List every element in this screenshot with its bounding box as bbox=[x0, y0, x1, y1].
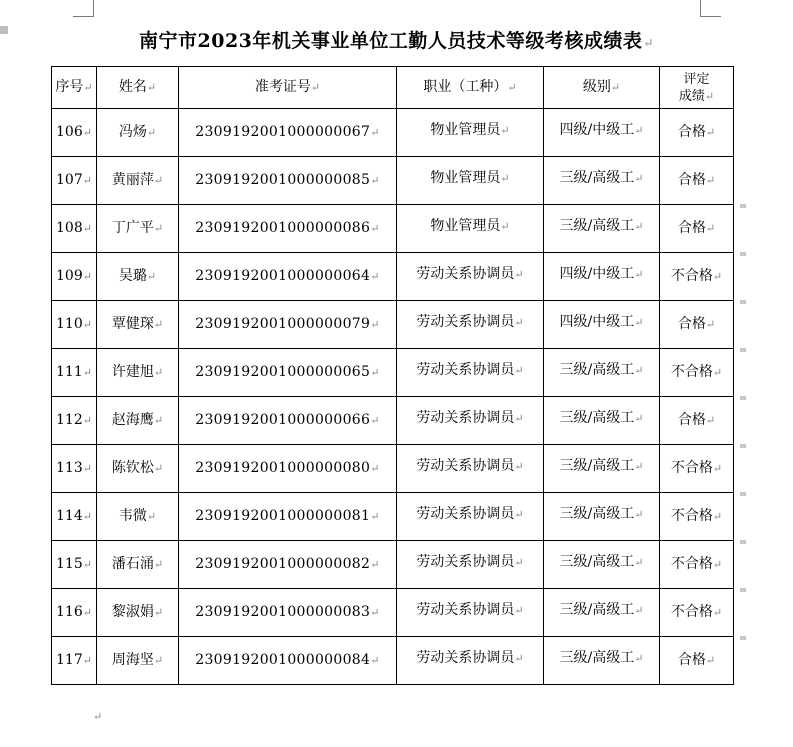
table-row bbox=[52, 301, 734, 349]
cell-name: 潘石涌↵ bbox=[97, 541, 179, 589]
cell-occupation: 劳动关系协调员↵ bbox=[397, 397, 544, 445]
cell-no: 115↵ bbox=[52, 541, 97, 589]
cell-result: 不合格↵ bbox=[660, 493, 734, 541]
cell-occupation: 物业管理员↵ bbox=[397, 205, 544, 253]
cell-exam-id: 2309192001000000083↵ bbox=[179, 589, 397, 637]
cell-exam-id: 2309192001000000067↵ bbox=[179, 109, 397, 157]
header-occupation: 职业（工种）↵ bbox=[397, 67, 544, 109]
cell-no: 106↵ bbox=[52, 109, 97, 157]
header-no: 序号↵ bbox=[52, 67, 97, 109]
cell-name: 丁广平↵ bbox=[97, 205, 179, 253]
table-row bbox=[52, 637, 734, 685]
cell-result: 不合格↵ bbox=[660, 253, 734, 301]
cell-occupation: 物业管理员↵ bbox=[397, 157, 544, 205]
cell-level: 三级/高级工↵ bbox=[544, 349, 660, 397]
cell-result: 不合格↵ bbox=[660, 349, 734, 397]
cell-occupation: 劳动关系协调员↵ bbox=[397, 253, 544, 301]
cell-level: 三级/高级工↵ bbox=[544, 157, 660, 205]
cell-name: 韦微↵ bbox=[97, 493, 179, 541]
cell-level: 四级/中级工↵ bbox=[544, 109, 660, 157]
cell-occupation: 劳动关系协调员↵ bbox=[397, 445, 544, 493]
end-paragraph-mark: ↵ bbox=[93, 710, 103, 723]
cell-no: 107↵ bbox=[52, 157, 97, 205]
row-ruler-ticks bbox=[740, 160, 746, 680]
cell-name: 吴璐↵ bbox=[97, 253, 179, 301]
table-row bbox=[52, 157, 734, 205]
table-row bbox=[52, 253, 734, 301]
cell-no: 108↵ bbox=[52, 205, 97, 253]
cell-no: 110↵ bbox=[52, 301, 97, 349]
cell-occupation: 劳动关系协调员↵ bbox=[397, 301, 544, 349]
cell-name: 周海坚↵ bbox=[97, 637, 179, 685]
cell-name: 黄丽萍↵ bbox=[97, 157, 179, 205]
cell-level: 四级/中级工↵ bbox=[544, 253, 660, 301]
table-row bbox=[52, 589, 734, 637]
table-row bbox=[52, 445, 734, 493]
cell-name: 黎淑娟↵ bbox=[97, 589, 179, 637]
cell-no: 116↵ bbox=[52, 589, 97, 637]
cell-level: 三级/高级工↵ bbox=[544, 397, 660, 445]
cell-name: 赵海鹰↵ bbox=[97, 397, 179, 445]
header-name: 姓名↵ bbox=[97, 67, 179, 109]
cell-occupation: 劳动关系协调员↵ bbox=[397, 349, 544, 397]
paragraph-mark: ↵ bbox=[643, 36, 654, 50]
cell-occupation: 劳动关系协调员↵ bbox=[397, 637, 544, 685]
cell-no: 117↵ bbox=[52, 637, 97, 685]
cell-exam-id: 2309192001000000064↵ bbox=[179, 253, 397, 301]
cell-level: 三级/高级工↵ bbox=[544, 637, 660, 685]
cell-no: 112↵ bbox=[52, 397, 97, 445]
table-row bbox=[52, 109, 734, 157]
cell-exam-id: 2309192001000000084↵ bbox=[179, 637, 397, 685]
crop-mark-top-left bbox=[73, 0, 94, 17]
cell-exam-id: 2309192001000000085↵ bbox=[179, 157, 397, 205]
cell-occupation: 劳动关系协调员↵ bbox=[397, 493, 544, 541]
cell-no: 113↵ bbox=[52, 445, 97, 493]
cell-exam-id: 2309192001000000065↵ bbox=[179, 349, 397, 397]
cell-exam-id: 2309192001000000081↵ bbox=[179, 493, 397, 541]
cell-result: 合格↵ bbox=[660, 109, 734, 157]
cell-occupation: 物业管理员↵ bbox=[397, 109, 544, 157]
cell-level: 三级/高级工↵ bbox=[544, 445, 660, 493]
cell-no: 109↵ bbox=[52, 253, 97, 301]
header-level: 级别↵ bbox=[544, 67, 660, 109]
cell-result: 不合格↵ bbox=[660, 445, 734, 493]
cell-no: 111↵ bbox=[52, 349, 97, 397]
table-row bbox=[52, 349, 734, 397]
cell-result: 合格↵ bbox=[660, 301, 734, 349]
header-result: 评定 成绩↵ bbox=[660, 67, 734, 109]
cell-occupation: 劳动关系协调员↵ bbox=[397, 589, 544, 637]
cell-result: 不合格↵ bbox=[660, 541, 734, 589]
cell-result: 合格↵ bbox=[660, 157, 734, 205]
cell-name: 陈钦松↵ bbox=[97, 445, 179, 493]
cell-exam-id: 2309192001000000079↵ bbox=[179, 301, 397, 349]
cell-exam-id: 2309192001000000082↵ bbox=[179, 541, 397, 589]
cell-level: 三级/高级工↵ bbox=[544, 589, 660, 637]
cell-result: 合格↵ bbox=[660, 637, 734, 685]
table-header-row bbox=[52, 67, 734, 109]
cell-exam-id: 2309192001000000066↵ bbox=[179, 397, 397, 445]
table-row bbox=[52, 493, 734, 541]
cell-no: 114↵ bbox=[52, 493, 97, 541]
table-row bbox=[52, 205, 734, 253]
crop-mark-top-right bbox=[700, 0, 721, 17]
cell-exam-id: 2309192001000000080↵ bbox=[179, 445, 397, 493]
cell-level: 三级/高级工↵ bbox=[544, 205, 660, 253]
cell-name: 冯炀↵ bbox=[97, 109, 179, 157]
score-table bbox=[51, 66, 734, 685]
cell-level: 三级/高级工↵ bbox=[544, 493, 660, 541]
cell-level: 三级/高级工↵ bbox=[544, 541, 660, 589]
table-row bbox=[52, 541, 734, 589]
cell-occupation: 劳动关系协调员↵ bbox=[397, 541, 544, 589]
header-exam-id: 准考证号↵ bbox=[179, 67, 397, 109]
cell-name: 许建旭↵ bbox=[97, 349, 179, 397]
table-row bbox=[52, 397, 734, 445]
cell-name: 覃健琛↵ bbox=[97, 301, 179, 349]
cell-result: 合格↵ bbox=[660, 397, 734, 445]
cell-level: 四级/中级工↵ bbox=[544, 301, 660, 349]
cell-result: 不合格↵ bbox=[660, 589, 734, 637]
document-title: 南宁市2023年机关事业单位工勤人员技术等级考核成绩表↵ bbox=[139, 30, 654, 52]
cell-exam-id: 2309192001000000086↵ bbox=[179, 205, 397, 253]
cell-result: 合格↵ bbox=[660, 205, 734, 253]
